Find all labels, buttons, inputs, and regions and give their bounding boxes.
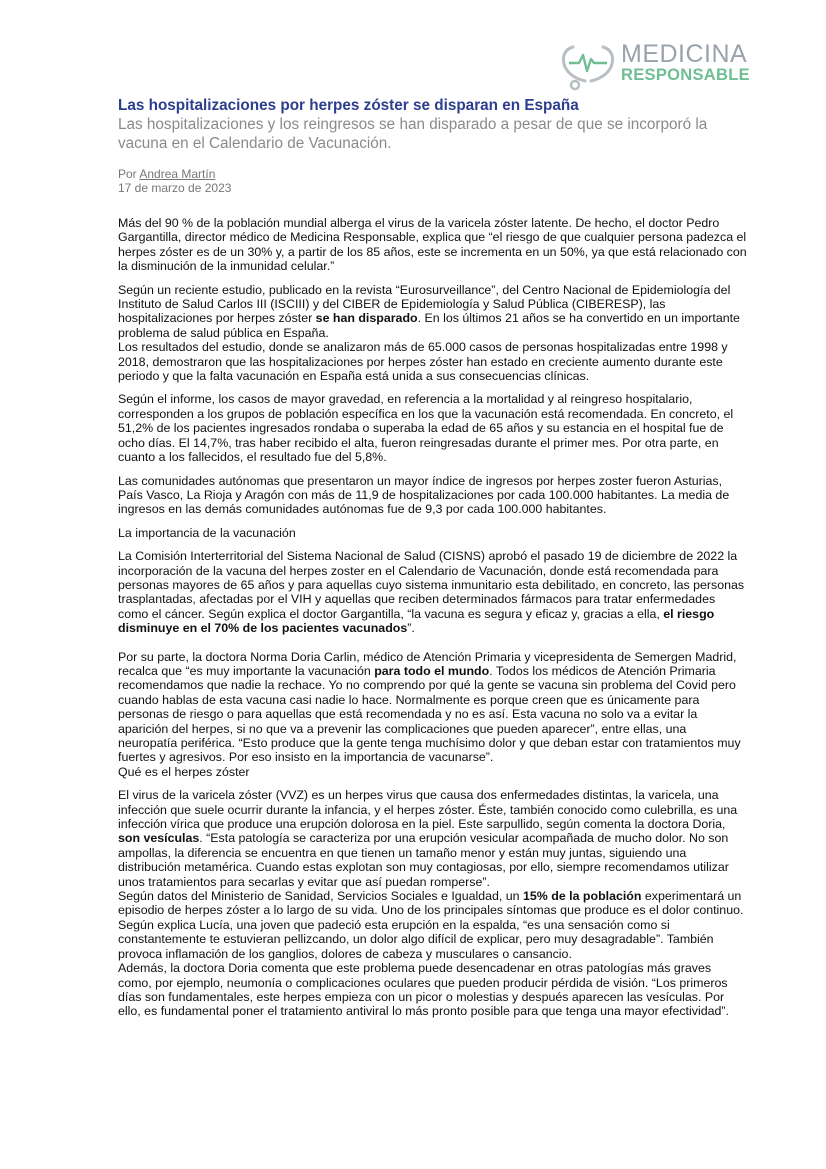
site-logo[interactable]	[559, 38, 759, 92]
section-heading: Qué es el herpes zóster	[118, 764, 250, 779]
article	[118, 96, 748, 1019]
paragraph: Según el informe, los casos de mayor gravedad, en referencia a la mortalidad y al reingreso hospitalario, corresponden a los grupos de población específica en los que la vacunación está recomendada. En concreto, el 51,2% de los pacientes ingresados rondaba o superaba la edad de 65 años y su estancia en el hospital fue de ocho días. El 14,7%, tras haber recibido el alta, fueron reingresadas durante el primer mes. Por otra parte, en cuanto a los fallecidos, el resultado fue del 5,8%.	[118, 392, 734, 465]
paragraph: Los resultados del estudio, donde se analizaron más de 65.000 casos de personas hospitalizadas entre 1998 y 2018, demostraron que las hospitalizaciones por herpes zóster han estado en creciente aumento durante este periodo y que la falta vacunación en España está unida a sus consecuencias clínicas.	[118, 340, 728, 384]
text-run: . “Esta patología se caracteriza por una erupción vesicular acompañada de mucho dolor. No son ampollas, la diferencia se encuentra en que tienen un tamaño menor y están muy juntas, siguiendo una distribución metamérica. Cuando estas explotan son muy contagiosas, por ello, siempre recomendamos utilizar unos tratamientos para secarlas y evitar que así puedan romperse”.	[118, 831, 729, 889]
paragraph	[118, 650, 748, 765]
paragraph	[118, 549, 748, 635]
paragraph: Las comunidades autónomas que presentaron un mayor índice de ingresos por herpes zoster fueron Asturias, País Vasco, La Rioja y Aragón con más de 11,9 de hospitalizaciones por cada 100.000 habitantes. La media de ingresos en las demás comunidades autónomas fue de 9,3 por cada 100.000 habitantes.	[118, 473, 730, 517]
bold-text: se han disparado	[315, 311, 418, 326]
paragraph	[118, 788, 748, 889]
paragraph	[118, 889, 748, 961]
publish-date: 17 de marzo de 2023	[118, 181, 232, 195]
author-link[interactable]: Andrea Martín	[139, 167, 216, 181]
text-run: Por su parte, la doctora Norma Doria Carlin, médico de Atención Primaria y vicepresidenta de Semergen Madrid, recalca que “es muy importante la vacunación	[118, 649, 737, 678]
bold-text: para todo el mundo	[374, 663, 490, 678]
text-run: ”.	[407, 621, 415, 636]
bold-text: son vesículas	[118, 831, 200, 846]
text-run: Según datos del Ministerio de Sanidad, Servicios Sociales e Igualdad, un	[118, 889, 524, 904]
byline-prefix: Por	[118, 167, 140, 181]
paragraph: Más del 90 % de la población mundial alberga el virus de la varicela zóster latente. De hecho, el doctor Pedro Gargantilla, director médico de Medicina Responsable, explica que “el riesgo de que cualquier persona padezca el herpes zóster es de un 30% y, a partir de los 85 años, este se incrementa en un 50%, ya que está relacionado con la disminución de la inmunidad celular.”	[118, 216, 747, 274]
text-run: . Todos los médicos de Atención Primaria recomendamos que nadie la rechace. Yo no comprendo por qué la gente se vacuna sin problema del Covid pero cuando hablas de esta vacuna casi nadie lo hace. Normalmente es porque creen que es únicamente para personas de riesgo o para aquellas que está recomendada y no es así. Esta vacuna no solo va a evitar la aparición del herpes, si no que va a prevenir las complicaciones que pueden aparecer”, entre ellas, una neuropatía periférica. “Esto produce que la gente tenga muchísimo dolor y que deban estar con tratamientos muy fuertes y agresivos. Por eso insisto en la importancia de vacunarse”.	[118, 663, 741, 765]
logo-text-medicina: MEDICINA	[621, 40, 748, 68]
paragraph	[118, 283, 748, 341]
text-run: El virus de la varicela zóster (VVZ) es un herpes virus que causa dos enfermedades distintas, la varicela, una infección que suele ocurrir durante la infancia, y el herpes zóster. Éste, también conocido como culebrilla, es una infección vírica que produce una erupción dolorosa en la piel. Este sarpullido, según comenta la doctora Doria,	[118, 788, 738, 832]
text-run: . En los últimos 21 años se ha convertido en un importante problema de salud pública en España.	[118, 311, 740, 340]
logo-text-responsable: RESPONSABLE	[621, 66, 750, 84]
text-run: Según un reciente estudio, publicado en la revista “Eurosurveillance”, del Centro Nacional de Epidemiología del Instituto de Salud Carlos III (ISCIII) y del CIBER de Epidemiología y Salud Pública (CIBERESP), las hospitalizaciones por herpes zóster	[118, 282, 731, 326]
article-subtitle: Las hospitalizaciones y los reingresos se han disparado a pesar de que se incorporó la vacuna en el Calendario de Vacunación.	[118, 116, 708, 152]
article-body	[118, 216, 748, 1019]
article-meta	[118, 167, 748, 195]
stethoscope-heartbeat-icon	[559, 41, 617, 91]
section-heading: La importancia de la vacunación	[118, 525, 296, 540]
byline	[118, 167, 748, 181]
bold-text: el riesgo disminuye en el 70% de los pacientes vacunados	[118, 606, 715, 636]
text-run: La Comisión Interterritorial del Sistema Nacional de Salud (CISNS) aprobó el pasado 19 de diciembre de 2022 la incorporación de la vacuna del herpes zoster en el Calendario de Vacunación, donde está recomendada para personas mayores de 65 años y para aquellas cuyo sistema inmunitario esta debilitado, en concreto, las personas trasplantadas, afectadas por el VIH y aquellas que reciben determinados fármacos para tratar enfermedades como el cáncer. Según explica el doctor Gargantilla, “la vacuna es segura y eficaz y, gracias a ella,	[118, 549, 745, 621]
bold-text: 15% de la población	[523, 889, 642, 904]
paragraph: Además, la doctora Doria comenta que este problema puede desencadenar en otras patologías más graves como, por ejemplo, neumonía o complicaciones oculares que pueden producir pérdida de visión. “Los primeros días son fundamentales, este herpes empieza con un picor o molestias y después aparecen las vesículas. Por ello, es fundamental poner el tratamiento antiviral lo más pronto posible para que tenga una mayor efectividad”.	[118, 961, 729, 1019]
text-run: experimentará un episodio de herpes zóster a lo largo de su vida. Uno de los principales síntomas que produce es el dolor continuo. Según explica Lucía, una joven que padeció esta erupción en la espalda, “es una sensación como si constantemente te estuvieran pellizcando, un dolor algo difícil de explicar, pero muy desagradable”. También provoca inflamación de los ganglios, dolores de cabeza y musculares o cansancio.	[118, 889, 744, 961]
article-title: Las hospitalizaciones por herpes zóster se disparan en España	[118, 97, 579, 114]
